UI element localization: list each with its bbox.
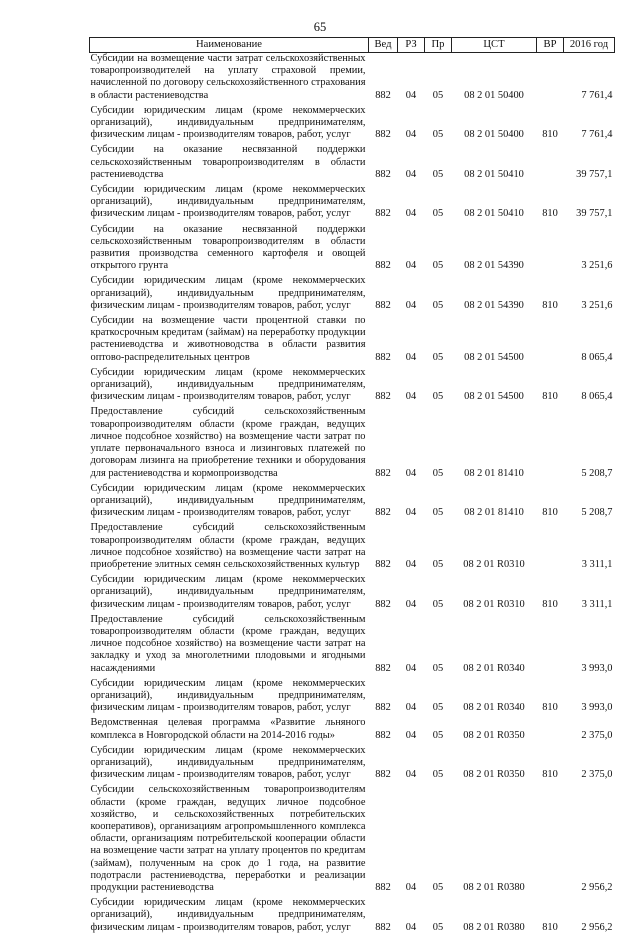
- row-cst: 08 2 01 R0380: [463, 882, 525, 893]
- row-ved: 882: [375, 89, 391, 101]
- row-rz: 04: [405, 129, 417, 141]
- row-amount: 39 757,1: [576, 208, 613, 220]
- col-header-vr: ВР: [537, 38, 564, 53]
- col-header-year: 2016 год: [564, 38, 615, 53]
- row-amount: 8 065,4: [581, 391, 613, 403]
- row-amount: 3 251,6: [581, 299, 613, 311]
- row-ved: 882: [375, 702, 391, 714]
- row-ved: 882: [375, 391, 391, 403]
- table-row: [90, 784, 615, 897]
- row-amount: 2 956,2: [581, 882, 613, 893]
- row-ved: 882: [375, 168, 391, 180]
- row-vr: [537, 53, 564, 105]
- row-pr: 05: [432, 921, 444, 933]
- col-header-ved: Вед: [369, 38, 398, 53]
- row-pr: 05: [432, 882, 444, 893]
- row-vr: [537, 315, 564, 367]
- table-row: [90, 522, 615, 574]
- row-name: Субсидии юридическим лицам (кроме некоммерческих организаций), индивидуальным предпринимателям, физическим лицам - производителям товаров, работ, услуг: [90, 574, 366, 610]
- row-vr: [537, 144, 564, 184]
- row-cst: 08 2 01 54500: [464, 351, 524, 363]
- col-header-pr: Пр: [425, 38, 452, 53]
- row-rz: 04: [405, 391, 417, 403]
- row-rz: 04: [405, 662, 417, 674]
- row-rz: 04: [405, 89, 417, 101]
- row-vr: 810: [542, 129, 558, 141]
- row-cst: 08 2 01 R0350: [463, 769, 525, 781]
- row-cst: 08 2 01 R0350: [463, 729, 525, 741]
- row-pr: 05: [432, 702, 444, 714]
- row-cst: 08 2 01 81410: [464, 467, 524, 479]
- row-cst: 08 2 01 50410: [464, 168, 524, 180]
- table-row: [90, 678, 615, 718]
- row-ved: 882: [375, 769, 391, 781]
- table-row: [90, 224, 615, 276]
- row-cst: 08 2 01 54390: [464, 260, 524, 272]
- row-cst: 08 2 01 50410: [464, 208, 524, 220]
- row-vr: [537, 406, 564, 482]
- row-ved: 882: [375, 882, 391, 893]
- row-ved: 882: [375, 598, 391, 610]
- row-pr: 05: [432, 769, 444, 781]
- row-pr: 05: [432, 129, 444, 141]
- budget-table: [89, 37, 615, 937]
- table-row: [90, 144, 615, 184]
- row-amount: 5 208,7: [581, 467, 613, 479]
- table-row: [90, 184, 615, 224]
- row-cst: 08 2 01 R0340: [463, 662, 525, 674]
- row-ved: 882: [375, 208, 391, 220]
- row-vr: [537, 784, 564, 897]
- row-pr: 05: [432, 351, 444, 363]
- row-ved: 882: [375, 129, 391, 141]
- row-rz: 04: [405, 598, 417, 610]
- row-rz: 04: [405, 507, 417, 519]
- row-name: Субсидии юридическим лицам (кроме некоммерческих организаций), индивидуальным предпринимателям, физическим лицам - производителям товаров, работ, услуг: [90, 275, 366, 311]
- row-vr: 810: [542, 769, 558, 781]
- col-header-rz: РЗ: [398, 38, 425, 53]
- table-row: [90, 275, 615, 315]
- row-amount: 2 375,0: [581, 769, 613, 781]
- row-rz: 04: [405, 882, 417, 893]
- row-cst: 08 2 01 R0340: [463, 702, 525, 714]
- row-ved: 882: [375, 467, 391, 479]
- row-name: Субсидии на возмещение части затрат сельскохозяйственных товаропроизводителей на уплату страховой премии, начисленной по договору сельскохозяйственного страхования в области растениеводства: [90, 53, 366, 101]
- row-name: Субсидии юридическим лицам (кроме некоммерческих организаций), индивидуальным предпринимателям, физическим лицам - производителям товаров, работ, услуг: [90, 744, 366, 781]
- row-vr: 810: [542, 598, 558, 610]
- row-name: Субсидии юридическим лицам (кроме некоммерческих организаций), индивидуальным предпринимателям, физическим лицам - производителям товаров, работ, услуг: [90, 366, 366, 403]
- row-pr: 05: [432, 168, 444, 180]
- table-row: [90, 897, 615, 937]
- row-rz: 04: [405, 299, 417, 311]
- table-body: [90, 53, 615, 937]
- row-cst: 08 2 01 54390: [464, 299, 524, 311]
- table-header: [90, 38, 615, 53]
- row-pr: 05: [432, 89, 444, 101]
- row-cst: 08 2 01 R0310: [463, 558, 525, 570]
- row-amount: 2 956,2: [581, 921, 613, 933]
- table-row: [90, 367, 615, 407]
- row-ved: 882: [375, 729, 391, 741]
- row-rz: 04: [405, 168, 417, 180]
- row-ved: 882: [375, 260, 391, 272]
- row-ved: 882: [375, 299, 391, 311]
- table-row: [90, 53, 615, 105]
- row-pr: 05: [432, 260, 444, 272]
- row-rz: 04: [405, 208, 417, 220]
- row-cst: 08 2 01 R0310: [463, 598, 525, 610]
- row-pr: 05: [432, 729, 444, 741]
- row-amount: 5 208,7: [581, 507, 613, 519]
- row-amount: 3 251,6: [581, 260, 613, 272]
- row-name: Субсидии юридическим лицам (кроме некоммерческих организаций), индивидуальным предпринимателям, физическим лицам - производителям товаров, работ, услуг: [90, 677, 366, 714]
- row-vr: 810: [542, 208, 558, 220]
- row-pr: 05: [432, 391, 444, 403]
- row-rz: 04: [405, 467, 417, 479]
- table-row: [90, 717, 615, 744]
- row-ved: 882: [375, 351, 391, 363]
- header-row: [90, 38, 615, 53]
- row-vr: 810: [542, 507, 558, 519]
- row-ved: 882: [375, 558, 391, 570]
- row-pr: 05: [432, 467, 444, 479]
- row-rz: 04: [405, 260, 417, 272]
- row-rz: 04: [405, 702, 417, 714]
- row-vr: [537, 224, 564, 276]
- row-vr: 810: [542, 921, 558, 933]
- row-vr: [537, 614, 564, 678]
- row-cst: 08 2 01 50400: [464, 89, 524, 101]
- row-pr: 05: [432, 299, 444, 311]
- row-amount: 8 065,4: [581, 351, 613, 363]
- row-name: Субсидии на оказание несвязанной поддержки сельскохозяйственным товаропроизводителям в области развития производства семенного картофеля и овощей открытого грунта: [90, 223, 366, 272]
- row-amount: 2 375,0: [581, 729, 613, 741]
- row-cst: 08 2 01 R0380: [463, 921, 525, 933]
- row-pr: 05: [432, 507, 444, 519]
- row-rz: 04: [405, 921, 417, 933]
- row-amount: 7 761,4: [581, 129, 613, 141]
- row-vr: 810: [542, 299, 558, 311]
- row-name: Субсидии юридическим лицам (кроме некоммерческих организаций), индивидуальным предпринимателям, физическим лицам - производителям товаров, работ, услуг: [90, 184, 366, 220]
- col-header-name: Наименование: [90, 38, 369, 53]
- row-vr: [537, 717, 564, 744]
- row-name: Субсидии на оказание несвязанной поддержки сельскохозяйственным товаропроизводителям в области растениеводства: [90, 144, 366, 180]
- row-pr: 05: [432, 598, 444, 610]
- row-rz: 04: [405, 769, 417, 781]
- row-name: Предоставление субсидий сельскохозяйственным товаропроизводителям области (кроме граждан, ведущих личное подсобное хозяйство) на возмещение части затрат по уплате первоначального взноса и лизинговых платежей по договорам лизинга на приобретение техники и оборудования для растениеводства и кормопроизводства: [90, 406, 366, 479]
- row-pr: 05: [432, 558, 444, 570]
- row-amount: 7 761,4: [581, 89, 613, 101]
- table-row: [90, 574, 615, 614]
- row-cst: 08 2 01 81410: [464, 507, 524, 519]
- row-pr: 05: [432, 208, 444, 220]
- row-rz: 04: [405, 351, 417, 363]
- row-name: Субсидии на возмещение части процентной ставки по краткосрочным кредитам (займам) на переработку продукции растениеводства и животноводства в области развития оптово-распределительных центров: [90, 315, 366, 363]
- row-amount: 3 993,0: [581, 662, 613, 674]
- row-name: Предоставление субсидий сельскохозяйственным товаропроизводителям области (кроме граждан, ведущих личное подсобное хозяйство) на возмещение части затрат на закладку и уход за многолетними плодовыми и ягодными насаждениями: [90, 613, 366, 674]
- row-amount: 3 311,1: [581, 558, 613, 570]
- row-ved: 882: [375, 662, 391, 674]
- row-rz: 04: [405, 729, 417, 741]
- row-vr: 810: [542, 702, 558, 714]
- row-ved: 882: [375, 921, 391, 933]
- table-row: [90, 745, 615, 785]
- row-name: Субсидии юридическим лицам (кроме некоммерческих организаций), индивидуальным предпринимателям, физическим лицам - производителям товаров, работ, услуг: [90, 104, 366, 141]
- row-cst: 08 2 01 54500: [464, 391, 524, 403]
- table-row: [90, 483, 615, 523]
- row-name: Субсидии юридическим лицам (кроме некоммерческих организаций), индивидуальным предпринимателям, физическим лицам - производителям товаров, работ, услуг: [90, 897, 366, 933]
- table-row: [90, 315, 615, 367]
- row-name: Субсидии сельскохозяйственным товаропроизводителям области (кроме граждан, ведущих личное подсобное хозяйство, и сельскохозяйственных потребительских кооперативов), организациям агропромышленного комплекса области, организациям потребительской кооперации области на возмещение части затрат на уплату процентов по кредитам (займам), полученным на срок до 1 года, на развитие подотрасли растениеводства, переработки и реализации продукции растениеводства: [90, 784, 366, 893]
- row-ved: 882: [375, 507, 391, 519]
- row-amount: 39 757,1: [576, 168, 613, 180]
- row-name: Предоставление субсидий сельскохозяйственным товаропроизводителям области (кроме граждан, ведущих личное подсобное хозяйство) на возмещение части затрат на приобретение элитных семян сельскохозяйственных культур: [90, 522, 366, 570]
- row-name: Субсидии юридическим лицам (кроме некоммерческих организаций), индивидуальным предпринимателям, физическим лицам - производителям товаров, работ, услуг: [90, 482, 366, 519]
- page-number: 65: [313, 20, 327, 34]
- row-rz: 04: [405, 558, 417, 570]
- row-cst: 08 2 01 50400: [464, 129, 524, 141]
- table-row: [90, 406, 615, 482]
- row-amount: 3 311,1: [581, 598, 613, 610]
- table-row: [90, 105, 615, 145]
- row-name: Ведомственная целевая программа «Развитие льняного комплекса в Новгородской области на 2014-2016 годы»: [90, 717, 366, 741]
- row-amount: 3 993,0: [581, 702, 613, 714]
- table-row: [90, 614, 615, 678]
- col-header-cst: ЦСТ: [452, 38, 537, 53]
- row-vr: 810: [542, 391, 558, 403]
- row-vr: [537, 522, 564, 574]
- row-pr: 05: [432, 662, 444, 674]
